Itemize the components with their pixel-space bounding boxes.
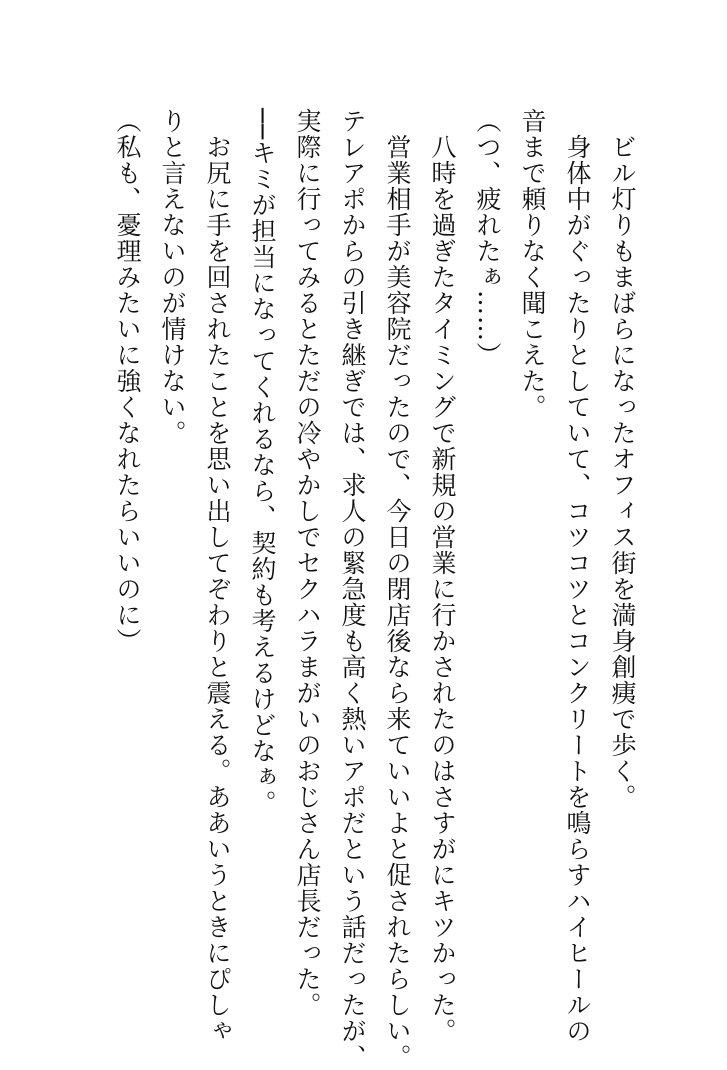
text-line: 音まで頼りなく聞こえた。 bbox=[518, 108, 547, 420]
text-line: 八時を過ぎたタイミングで新規の営業に行かされたのはさすがにキツかった。 bbox=[428, 108, 457, 1044]
text-line: （私も、憂理みたいに強くなれたらいいのに） bbox=[113, 108, 142, 654]
text-line: りと言えないのが情けない。 bbox=[158, 108, 187, 446]
text-line: 身体中がぐったりとしていて、コツコツとコンクリートを鳴らすハイヒールの bbox=[563, 108, 592, 1044]
text-line: 営業相手が美容院だったので、今日の閉店後なら来ていいよと促されたらしい。 bbox=[383, 108, 412, 1070]
text-line: お尻に手を回されたことを思い出してぞわりと震える。ああいうときにぴしゃ bbox=[203, 108, 232, 1044]
text-line: （つ、疲れたぁ……） bbox=[473, 108, 502, 368]
text-line: 実際に行ってみるとただの冷やかしでセクハラまがいのおじさん店長だった。 bbox=[293, 108, 322, 1018]
vertical-text-body bbox=[105, 108, 645, 1070]
text-line: ──キミが担当になってくれるなら、契約も考えるけどなぁ。 bbox=[248, 108, 277, 817]
text-line: ビル灯りもまばらになったオフィス街を満身創痍で歩く。 bbox=[608, 108, 637, 810]
text-line: テレアポからの引き継ぎでは、求人の緊急度も高く熱いアポだという話だったが、 bbox=[338, 108, 367, 1070]
